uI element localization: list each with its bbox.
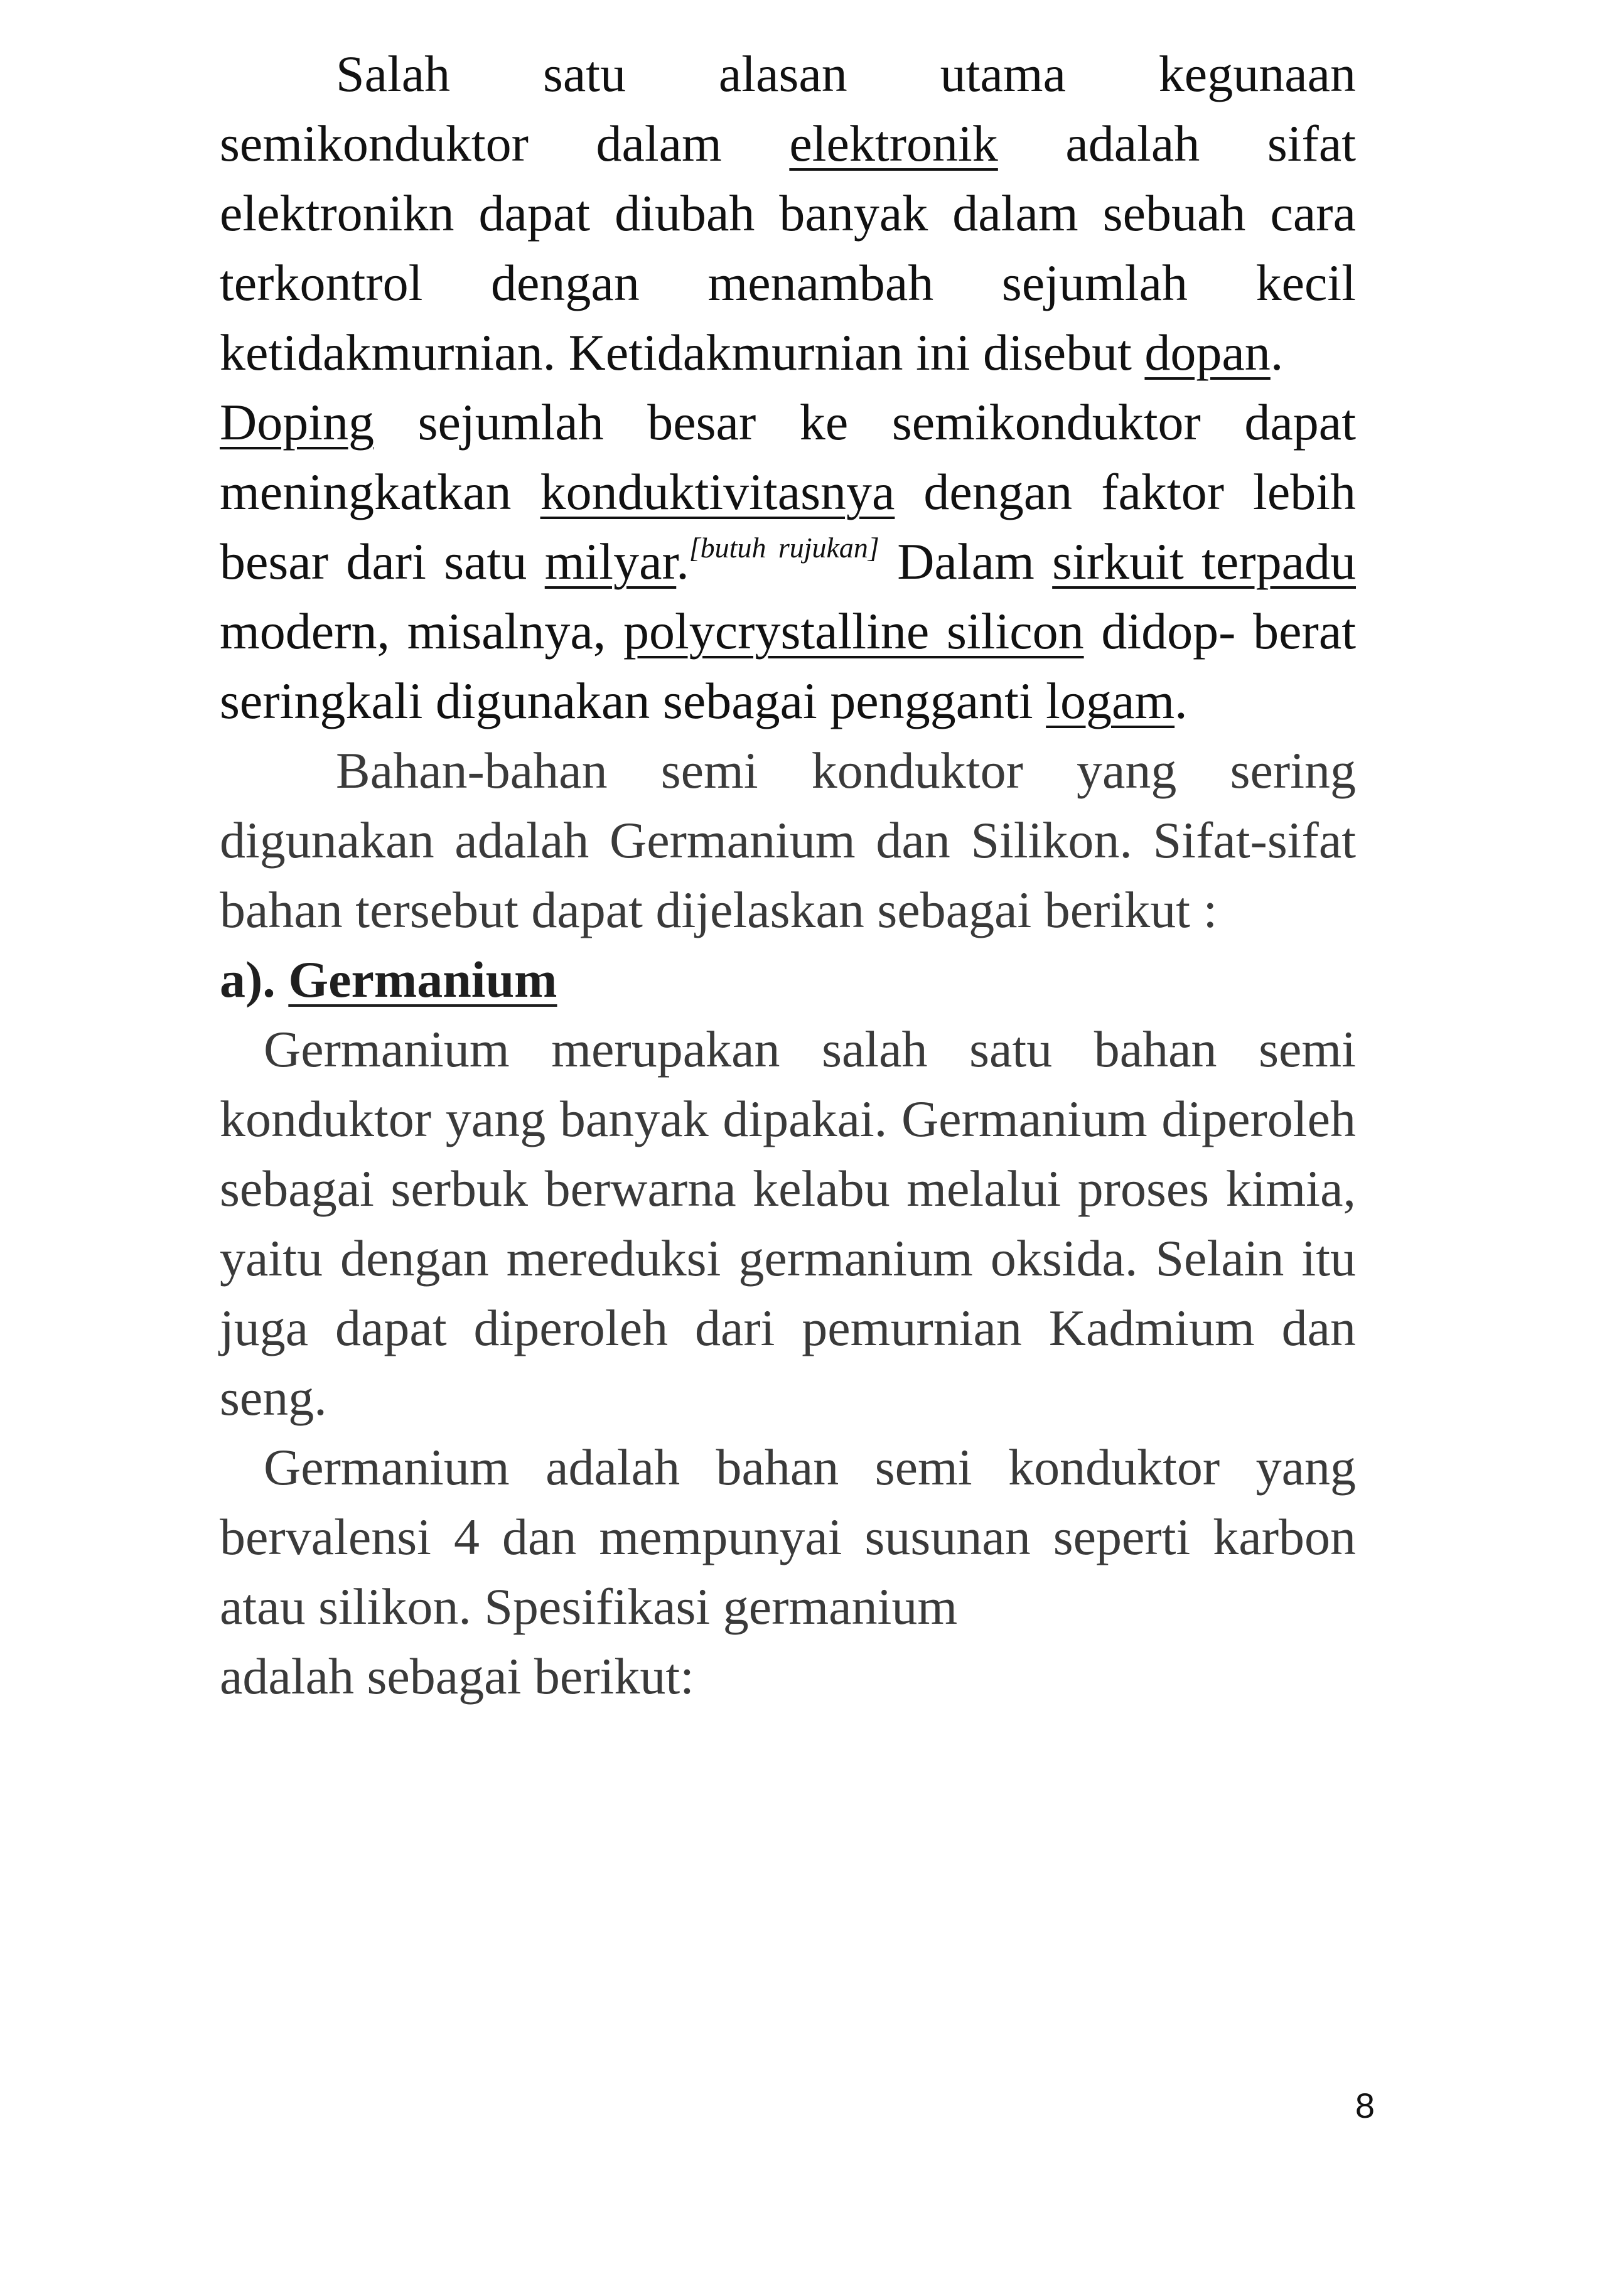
paragraph-intro xyxy=(220,39,1356,387)
paragraph-doping xyxy=(220,387,1356,736)
citation-needed[interactable]: [butuh rujukan] xyxy=(689,532,879,564)
paragraph-germanium-2: Germanium adalah bahan semi konduktor yang bervalensi 4 dan mempunyai susunan seperti karbon atau silikon. Spesifikasi germanium xyxy=(220,1439,1356,1635)
document-body xyxy=(220,39,1356,1711)
link-doping[interactable]: Doping xyxy=(220,394,374,451)
paragraph-germanium-1: Germanium merupakan salah satu bahan semi konduktor yang banyak dipakai. Germanium diperoleh sebagai serbuk berwarna kelabu melalui proses kimia, yaitu dengan mereduksi germanium oksida. Selain itu juga dapat diperoleh dari pemurnian Kadmium dan seng. xyxy=(220,1021,1356,1426)
link-konduktivitas[interactable]: konduktivitasnya xyxy=(540,463,895,520)
text-run: dengan faktor lebih besar dari satu xyxy=(220,463,1356,590)
page-number: 8 xyxy=(1355,2086,1375,2125)
link-polycrystalline-silicon[interactable]: polycrystalline silicon xyxy=(623,603,1084,660)
text-run: didop- berat seringkali digunakan sebagai pengganti xyxy=(220,603,1356,729)
link-logam[interactable]: logam xyxy=(1046,672,1175,729)
paragraph-spesifikasi: adalah sebagai berikut: xyxy=(220,1648,694,1705)
text-run: Dalam xyxy=(879,533,1053,590)
link-milyar[interactable]: milyar xyxy=(544,533,677,590)
text-run: sejumlah besar ke semikonduktor dapat meningkatkan xyxy=(220,394,1356,520)
text-run: modern, misalnya, xyxy=(220,603,623,660)
text-run: . xyxy=(676,533,689,590)
heading-prefix: a). xyxy=(220,951,289,1008)
link-dopan[interactable]: dopan xyxy=(1144,324,1271,381)
text-run: . xyxy=(1270,324,1284,381)
text-run: adalah sifat elektronikn dapat diubah banyak dalam sebuah cara terkontrol dengan menambah sejumlah kecil ketidakmurnian. Ketidakmurnian ini disebut xyxy=(220,115,1356,381)
link-sirkuit-terpadu[interactable]: sirkuit terpadu xyxy=(1052,533,1356,590)
paragraph-bahan: Bahan-bahan semi konduktor yang sering digunakan adalah Germanium dan Silikon. Sifat-sifat bahan tersebut dapat dijelaskan sebagai berikut : xyxy=(220,742,1356,938)
text-run: . xyxy=(1174,672,1188,729)
text-run: Salah satu alasan utama kegunaan semikonduktor dalam xyxy=(220,45,1356,172)
heading-title: Germanium xyxy=(288,951,557,1008)
section-heading-germanium xyxy=(220,945,1356,1014)
link-elektronik[interactable]: elektronik xyxy=(789,115,998,172)
